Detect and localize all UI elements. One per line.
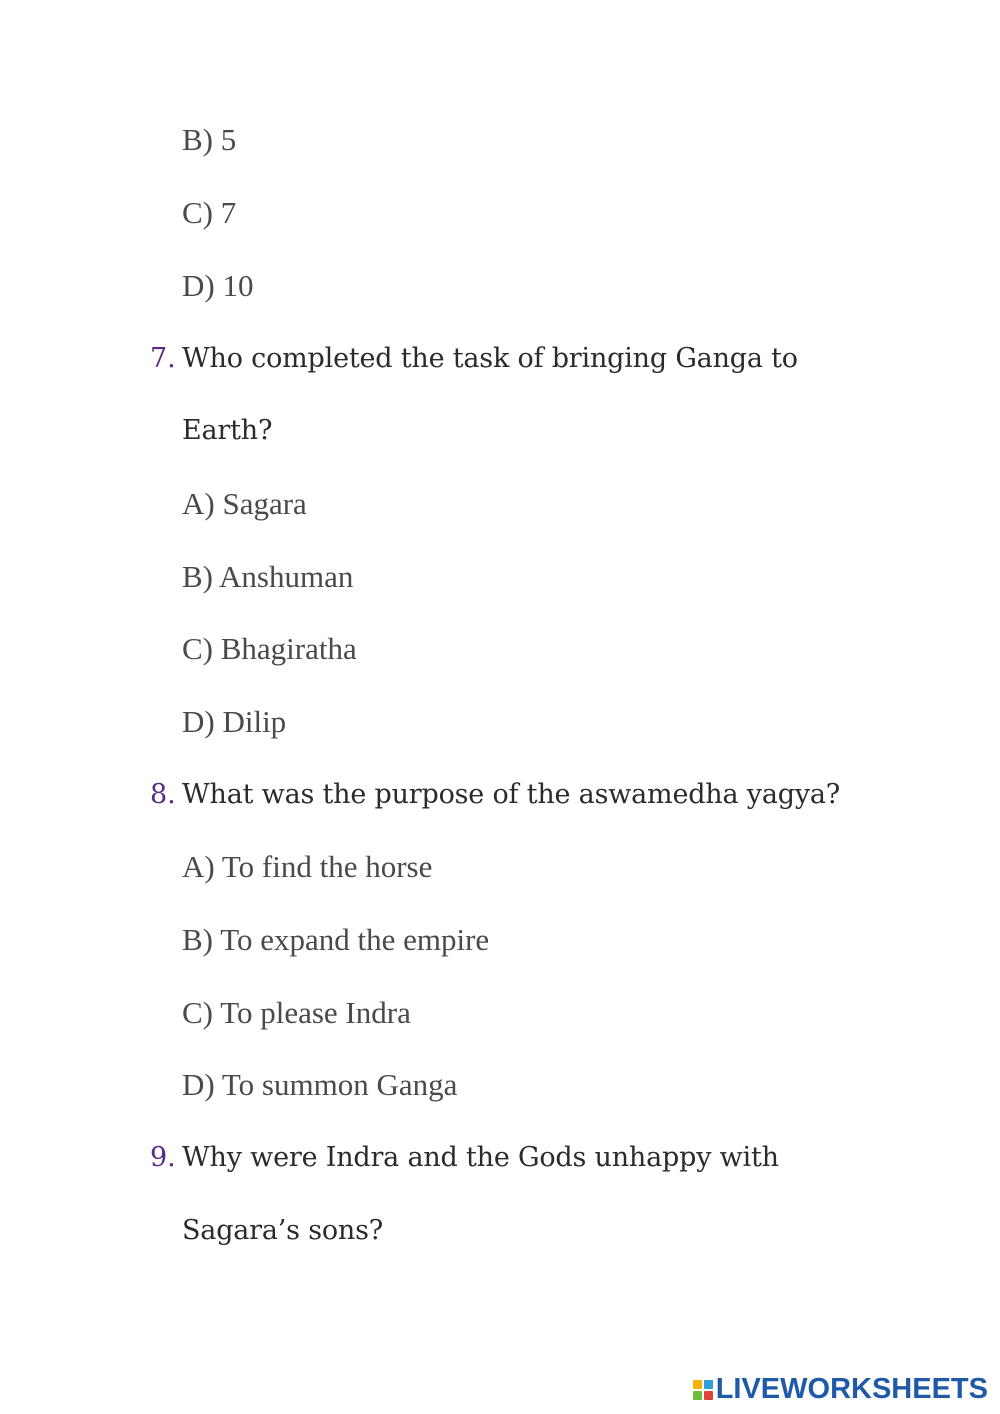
option-c-q7: C) Bhagiratha (182, 631, 357, 666)
option-a-q7: A) Sagara (182, 486, 307, 521)
option-d-q8: D) To summon Ganga (182, 1067, 458, 1102)
question-number-8: 8. (150, 779, 176, 810)
logo-square-red (704, 1391, 713, 1400)
logo-text: LIVEWORKSHEETS (715, 1373, 988, 1405)
option-d-q6: D) 10 (182, 268, 254, 303)
question-7-text: Who completed the task of bringing Ganga to (182, 343, 798, 374)
logo-square-yellow (693, 1380, 702, 1389)
question-7-text-continued: Earth? (182, 415, 273, 446)
logo-grid-icon (693, 1380, 713, 1400)
logo-square-blue (704, 1380, 713, 1389)
question-number-9: 9. (150, 1142, 176, 1173)
option-c-q6: C) 7 (182, 195, 237, 230)
option-c-q8: C) To please Indra (182, 995, 411, 1030)
question-number-7: 7. (150, 343, 176, 374)
question-8-text: What was the purpose of the aswamedha yagya? (182, 779, 841, 810)
option-b-q8: B) To expand the empire (182, 922, 490, 957)
option-d-q7: D) Dilip (182, 704, 287, 739)
logo-square-green (693, 1391, 702, 1400)
option-b-q6: B) 5 (182, 122, 237, 157)
question-9-text-continued: Sagara’s sons? (182, 1215, 384, 1246)
option-a-q8: A) To find the horse (182, 849, 433, 884)
question-9-text: Why were Indra and the Gods unhappy with (182, 1142, 779, 1173)
liveworksheets-logo (693, 1373, 988, 1406)
option-b-q7: B) Anshuman (182, 559, 354, 594)
